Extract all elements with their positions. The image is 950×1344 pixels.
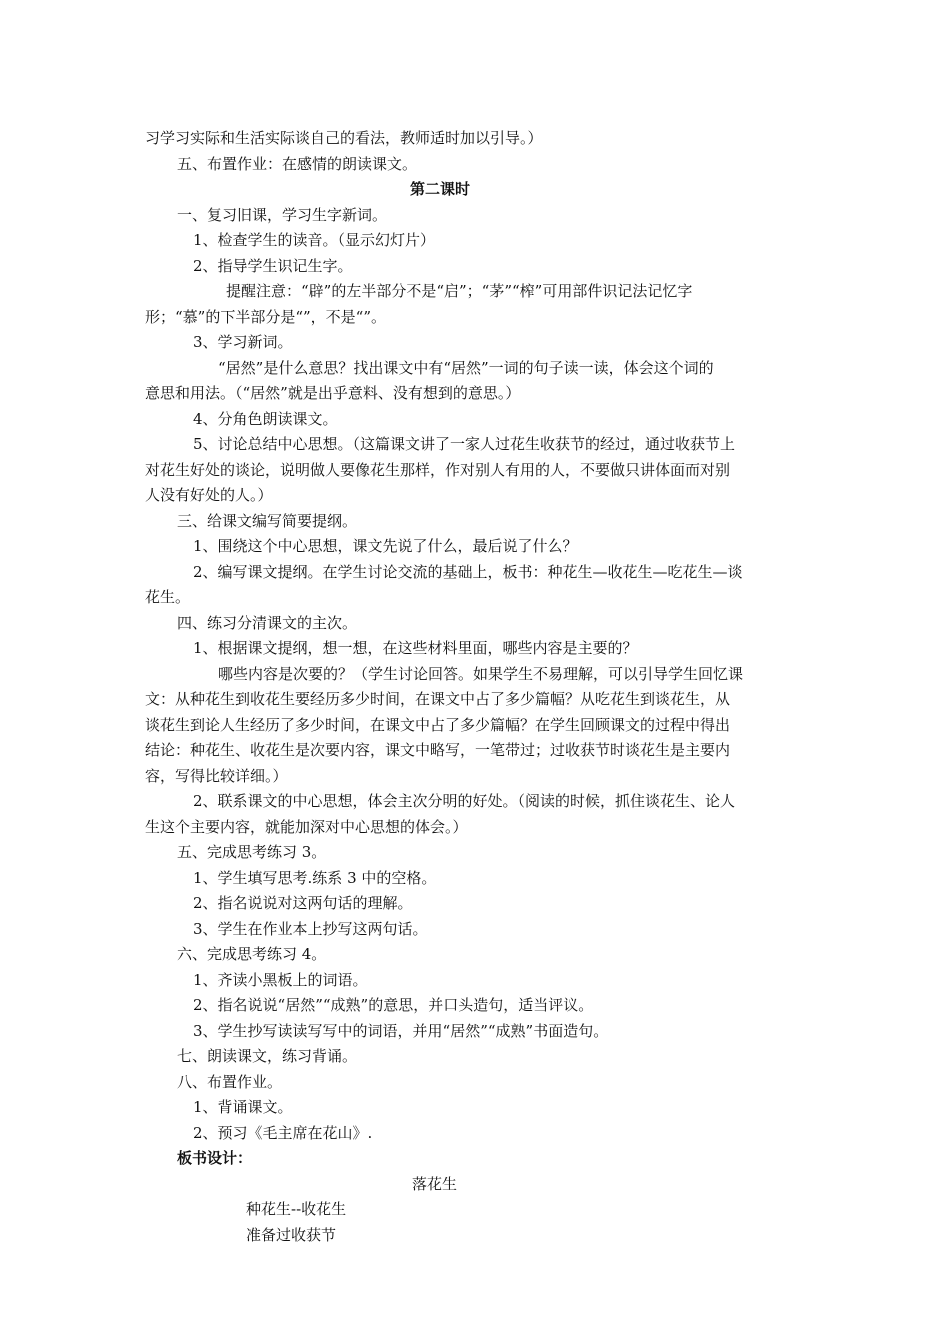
- text-line: 结论：种花生、收花生是次要内容，课文中略写，一笔带过；过收获节时谈花生是主要内: [145, 741, 731, 759]
- text-line: 2、编写课文提纲。在学生讨论交流的基础上，板书：种花生—收花生—吃花生—谈: [193, 563, 743, 581]
- text-line: 生这个主要内容，就能加深对中心思想的体会。）: [145, 818, 468, 836]
- board-line: 种花生--收花生: [246, 1200, 347, 1218]
- text-line: 1、齐读小黑板上的词语。: [193, 971, 368, 989]
- text-line: 1、围绕这个中心思想，课文先说了什么，最后说了什么？: [193, 537, 578, 555]
- text-line: 1、背诵课文。: [193, 1098, 293, 1116]
- text-line: 3、学习新词。: [193, 333, 293, 351]
- text-line: 5、讨论总结中心思想。（这篇课文讲了一家人过花生收获节的经过，通过收获节上: [193, 435, 736, 453]
- text-line: 意思和用法。（“居然”就是出乎意料、没有想到的意思。）: [145, 384, 521, 402]
- text-line: “居然”是什么意思？找出课文中有“居然”一词的句子读一读，体会这个词的: [218, 359, 714, 377]
- text-line: 八、布置作业。: [177, 1073, 283, 1091]
- text-line: 2、指导学生识记生字。: [193, 257, 353, 275]
- board-title: 落花生: [412, 1175, 458, 1193]
- text-line: 2、指名说说对这两句话的理解。: [193, 894, 413, 912]
- text-line: 3、学生在作业本上抄写这两句话。: [193, 920, 428, 938]
- text-line: 提醒注意：“辟”的左半部分不是“启”；“茅”“榨”可用部件识记法记忆字: [226, 282, 693, 300]
- text-line: 2、指名说说“居然”“成熟”的意思，并口头造句，适当评议。: [193, 996, 594, 1014]
- text-line: 1、检查学生的读音。（显示幻灯片）: [193, 231, 436, 249]
- text-line: 习学习实际和生活实际谈自己的看法，教师适时加以引导。）: [145, 129, 543, 147]
- text-line: 谈花生到论人生经历了多少时间，在课文中占了多少篇幅？在学生回顾课文的过程中得出: [145, 716, 731, 734]
- text-line: 哪些内容是次要的？（学生讨论回答。如果学生不易理解，可以引导学生回忆课: [218, 665, 744, 683]
- text-line: 人没有好处的人。）: [145, 486, 273, 504]
- text-line: 一、复习旧课，学习生字新词。: [177, 206, 388, 224]
- text-line: 花生。: [145, 588, 191, 606]
- board-design-heading: 板书设计：: [177, 1149, 253, 1167]
- board-line: 准备过收获节: [246, 1226, 337, 1244]
- text-line: 容，写得比较详细。）: [145, 767, 288, 785]
- text-line: 文：从种花生到收花生要经历多少时间，在课文中占了多少篇幅？从吃花生到谈花生，从: [145, 690, 731, 708]
- section-heading: 第二课时: [409, 180, 470, 198]
- text-line: 五、布置作业：在感情的朗读课文。: [177, 155, 418, 173]
- text-line: 形；“慕”的下半部分是“”，不是“”。: [145, 308, 387, 326]
- text-line: 1、根据课文提纲，想一想，在这些材料里面，哪些内容是主要的？: [193, 639, 638, 657]
- text-line: 五、完成思考练习 3。: [177, 843, 327, 861]
- text-line: 1、学生填写思考.练系 3 中的空格。: [193, 869, 437, 887]
- text-line: 对花生好处的谈论，说明做人要像花生那样，作对别人有用的人，不要做只讲体面而对别: [145, 461, 731, 479]
- text-line: 4、分角色朗读课文。: [193, 410, 338, 428]
- text-line: 六、完成思考练习 4。: [177, 945, 327, 963]
- text-line: 四、练习分清课文的主次。: [177, 614, 358, 632]
- text-line: 七、朗读课文，练习背诵。: [177, 1047, 358, 1065]
- text-line: 2、预习《毛主席在花山》.: [193, 1124, 373, 1142]
- text-line: 2、联系课文的中心思想，体会主次分明的好处。（阅读的时候，抓住谈花生、论人: [193, 792, 736, 810]
- text-line: 三、给课文编写简要提纲。: [177, 512, 358, 530]
- text-line: 3、学生抄写读读写写中的词语，并用“居然”“成熟”书面造句。: [193, 1022, 609, 1040]
